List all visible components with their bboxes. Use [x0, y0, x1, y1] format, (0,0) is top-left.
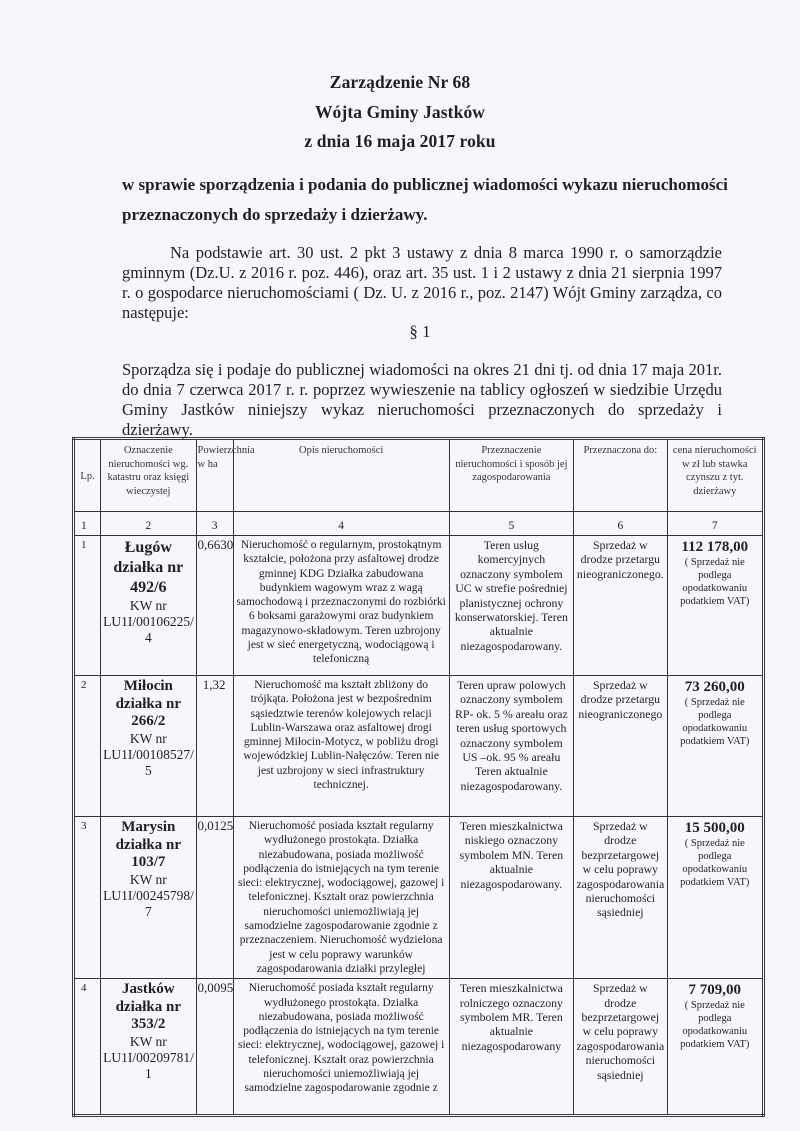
row-designation	[101, 817, 196, 979]
row-area: 0,6630	[196, 536, 233, 676]
column-number: 5	[449, 512, 574, 536]
row-lp: 3	[74, 817, 101, 979]
column-header-lp: Lp.	[74, 439, 101, 512]
column-number-row	[74, 512, 764, 536]
column-header-description: Opis nieruchomości	[233, 439, 449, 512]
row-kw-number: LU1I/00108527/ 5	[103, 746, 194, 778]
row-description: Nieruchomość posiada kształt regularny wydłużonego prostokąta. Działka niezabudowana, posiada możliwość podłączenia do istniejących na tym terenie sieci: elektrycznej, wodociągowej, gazowej i telefonicznej. Kształt oraz powierzchnia nieruchomości uniemożliwiają jej samodzielne zagospodarowanie zgodnie z przeznaczeniem. Nieruchomość wydzielona jest w celu poprawy warunków zagospodarowania działki przyległej	[233, 817, 449, 979]
column-number: 6	[574, 512, 667, 536]
preamble-paragraph	[122, 243, 722, 323]
row-designation	[101, 676, 196, 817]
row-kw-number: LU1I/00245798/ 7	[103, 887, 194, 919]
row-area: 0,0095	[196, 979, 233, 1116]
row-lp: 4	[74, 979, 101, 1116]
row-location: Miłocin działka nr 266/2	[115, 678, 182, 729]
property-list-table	[72, 437, 765, 1117]
row-kw-number: LU1I/00106225/ 4	[103, 614, 194, 645]
table-row	[74, 676, 764, 817]
row-destination: Sprzedaż w drodze przetargu nieograniczonego	[574, 676, 667, 817]
column-header-price: cena nieruchomości w zł lub stawka czynszu z tyt. dzierżawy	[667, 439, 763, 512]
document-issuer: Wójta Gminy Jastków	[314, 102, 486, 122]
row-area: 1,32	[196, 676, 233, 817]
row-purpose: Teren usług komercyjnych oznaczony symbolem UC w strefie pośredniej planistycznej ochrony konserwatorskiej. Teren aktualnie niezagospodarowany.	[449, 536, 574, 676]
column-number: 2	[101, 512, 196, 536]
row-price-note: ( Sprzedaż nie podlega opodatkowaniu podatkiem VAT)	[680, 838, 750, 888]
table-row	[74, 979, 764, 1116]
row-price: 15 500,00	[684, 820, 745, 836]
row-kw-label: KW nr	[129, 598, 167, 613]
column-header-area: Powierzchnia w ha	[196, 439, 233, 512]
row-purpose: Teren upraw polowych oznaczony symbolem RP- ok. 5 % areału oraz teren usług sportowych oznaczony symbolem US –ok. 95 % areału Teren aktualnie niezagospodarowany.	[449, 676, 574, 817]
row-area: 0,0125	[196, 817, 233, 979]
row-lp: 1	[74, 536, 101, 676]
row-price-note: ( Sprzedaż nie podlega opodatkowaniu podatkiem VAT)	[680, 557, 750, 607]
row-kw-label: KW nr	[129, 1033, 167, 1049]
row-price: 7 709,00	[688, 982, 742, 999]
row-description: Nieruchomość ma kształt zbliżony do trójkąta. Położona jest w bezpośrednim sąsiedztwie terenów kolejowych relacji Lublin-Warszawa oraz asfaltowej drogi gminnej Miłocin-Motycz, w pobliżu drogi wojewódzkiej Lublin-Nałęczów. Teren nie jest uzbrojony w sieci infrastruktury technicznej.	[233, 676, 449, 817]
row-location: Jastków działka nr 353/2	[115, 981, 182, 1033]
column-header-destination: Przeznaczona do:	[574, 439, 667, 512]
preamble-text: Na podstawie art. 30 ust. 2 pkt 3 ustawy z dnia 8 marca 1990 r. o samorządzie gminnym (Dz.U. z 2016 r. poz. 446), oraz art. 35 ust. 1 i 2 ustawy z dnia 21 sierpnia 1997 r. o gospodarce nieruchomościami ( Dz. U. z 2016 r., poz. 2147) Wójt Gminy zarządza, co następuje:	[122, 243, 722, 322]
row-lp: 2	[74, 676, 101, 817]
row-purpose: Teren mieszkalnictwa rolniczego oznaczony symbolem MR. Teren aktualnie niezagospodarowany	[449, 979, 574, 1116]
document-date: z dnia 16 maja 2017 roku	[304, 131, 496, 151]
section-paragraph: Sporządza się i podaje do publicznej wiadomości na okres 21 dni tj. od dnia 17 maja 201r. do dnia 7 czerwca 2017 r. r. poprzez wywieszenie na tablicy ogłoszeń w siedzibie Urzędu Gminy Jastków niniejszy wykaz nieruchomości przeznaczonych do sprzedaży i dzierżawy.	[122, 360, 722, 439]
document-title: Zarządzenie Nr 68	[329, 72, 471, 92]
section-mark: § 1	[409, 322, 431, 341]
row-price-cell	[667, 536, 763, 676]
subject-line-1: w sprawie sporządzenia i podania do publicznej wiadomości wykazu nieruchomości	[122, 175, 728, 194]
row-designation	[101, 536, 196, 676]
row-price-note: ( Sprzedaż nie podlega opodatkowaniu podatkiem VAT)	[680, 697, 750, 747]
row-price: 112 178,00	[681, 539, 749, 555]
column-number: 1	[74, 512, 101, 536]
column-header-designation: Oznaczenie nieruchomości wg. katastru oraz księgi wieczystej	[101, 439, 196, 512]
row-kw-label: KW nr	[129, 730, 167, 746]
table-row	[74, 817, 764, 979]
row-price-cell	[667, 676, 763, 817]
column-header-purpose: Przeznaczenie nieruchomości i sposób jej zagospodarowania	[449, 439, 574, 512]
row-purpose: Teren mieszkalnictwa niskiego oznaczony symbolem MN. Teren aktualnie niezagospodarowany.	[449, 817, 574, 979]
row-destination: Sprzedaż w drodze bezprzetargowej w celu poprawy zagospodarowania nieruchomości sąsiedniej	[574, 817, 667, 979]
row-designation	[101, 979, 196, 1116]
subject-line-2: przeznaczonych do sprzedaży i dzierżawy.	[122, 205, 428, 224]
table-header-row	[74, 439, 764, 512]
column-number: 4	[233, 512, 449, 536]
document-subject	[122, 170, 742, 230]
row-description: Nieruchomość posiada kształt regularny wydłużonego prostokąta. Działka niezabudowana, posiada możliwość podłączenia do istniejących na tym terenie sieci: elektrycznej, wodociągowej, gazowej i telefonicznej. Kształt oraz powierzchnia nieruchomości uniemożliwiają jej samodzielne zagospodarowanie zgodnie z	[233, 979, 449, 1116]
row-kw-label: KW nr	[129, 871, 167, 887]
row-destination: Sprzedaż w drodze bezprzetargowej w celu poprawy zagospodarowania nieruchomości sąsiedniej	[574, 979, 667, 1116]
row-destination: Sprzedaż w drodze przetargu nieograniczonego.	[574, 536, 667, 676]
row-location: Ługów działka nr 492/6	[113, 539, 184, 596]
column-number: 7	[667, 512, 763, 536]
column-number: 3	[196, 512, 233, 536]
table-row	[74, 536, 764, 676]
row-price: 73 260,00	[684, 679, 745, 695]
row-price-note: ( Sprzedaż nie podlega opodatkowaniu podatkiem VAT)	[680, 1000, 750, 1051]
row-location: Marysin działka nr 103/7	[115, 819, 182, 870]
row-kw-number: LU1I/00209781/ 1	[103, 1049, 194, 1081]
row-price-cell	[667, 817, 763, 979]
row-price-cell	[667, 979, 763, 1116]
row-description: Nieruchomość o regularnym, prostokątnym kształcie, położona przy asfaltowej drodze gminnej KDG Działka zabudowana budynkiem wagowym wraz z wagą samochodową i przeznaczonymi do rozbiórki 6 boksami garażowymi oraz budynkiem magazynowo-składowym. Teren uzbrojony jest w sieć energetyczną, wodociągową i telefoniczną	[233, 536, 449, 676]
